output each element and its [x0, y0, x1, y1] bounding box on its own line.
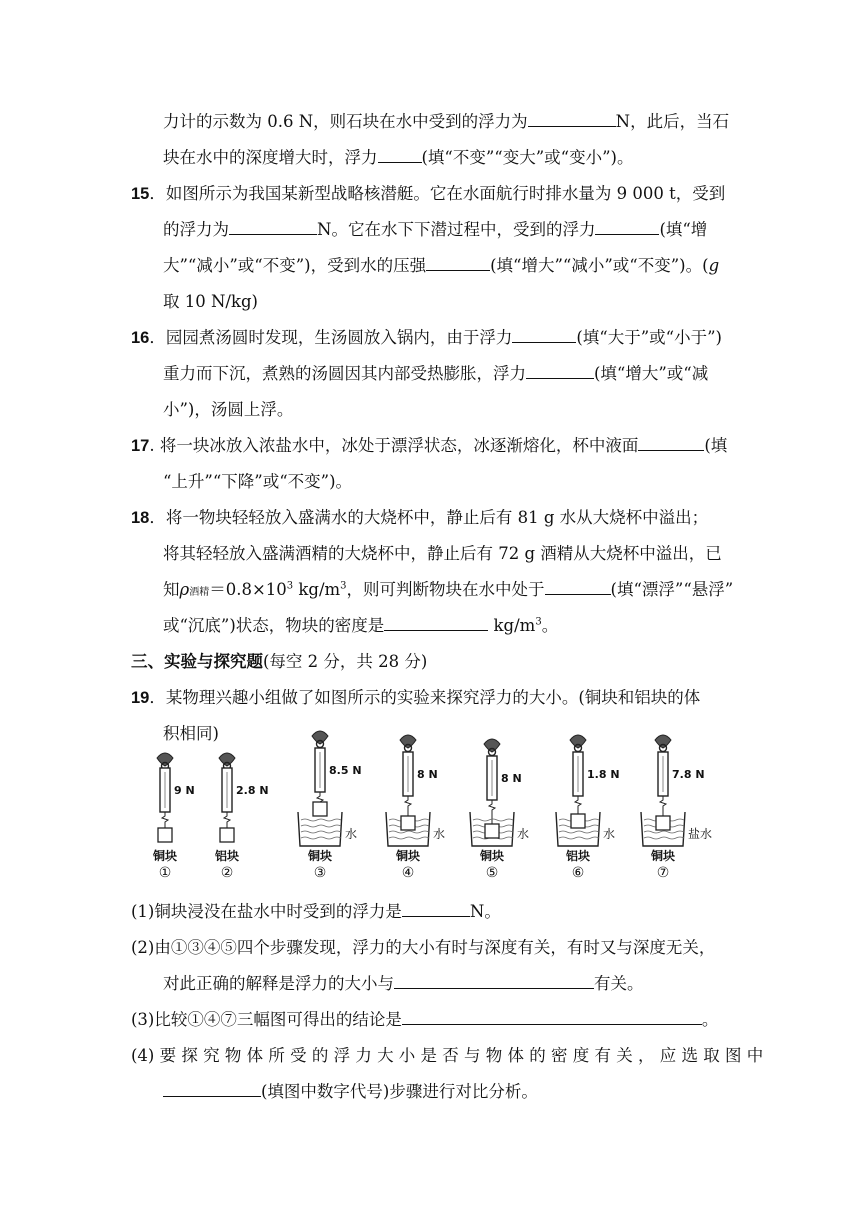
metal-block [571, 814, 585, 828]
q18-line1 [131, 506, 708, 530]
q18-line2 [163, 542, 722, 566]
q15-text: N。它在水下下潜过程中，受到的浮力 [317, 220, 596, 239]
q19-sub4-line2 [163, 1080, 538, 1104]
metal-block [485, 824, 499, 838]
block-label: 铝块 [214, 849, 240, 863]
q15-line1 [131, 182, 725, 206]
q16-blank-2[interactable] [526, 362, 594, 379]
q18-text: kg/m [293, 580, 341, 599]
q19-blank-1[interactable] [402, 900, 470, 917]
scale-reading: 2.8 N [236, 784, 269, 797]
step-number: ③ [313, 865, 327, 880]
question-number: 18 [131, 509, 150, 527]
q14-text: N，此后，当石 [615, 112, 730, 131]
q18-text: ，则可判断物块在水中处于 [346, 580, 545, 599]
q16-text: 重力而下沉，煮熟的汤圆因其内部受热膨胀，浮力 [163, 364, 526, 383]
q18-blank-1[interactable] [545, 578, 611, 595]
q18-text: kg/m [488, 616, 536, 635]
q15-blank-3[interactable] [426, 254, 490, 271]
q14-blank-1[interactable] [528, 110, 616, 127]
q14-line2 [163, 146, 634, 170]
hand-icon [484, 739, 500, 752]
q19-blank-3[interactable] [402, 1008, 702, 1025]
hand-icon [400, 735, 416, 748]
q16-text: (填“增大”或“减 [594, 364, 709, 383]
metal-block [401, 816, 415, 830]
liquid-wave [301, 825, 341, 827]
section-title: 三、实验与探究题 [131, 652, 263, 671]
q19-text: 。 [701, 1010, 719, 1029]
hook-icon [660, 796, 666, 816]
scale-reading: 1.8 N [587, 768, 620, 781]
q19-text: (4) 要 探 究 物 体 所 受 的 浮 力 大 小 是 否 与 物 体 的 密 度 有 关 ， 应 选 取 图 中 [131, 1046, 764, 1065]
scale-reading: 7.8 N [672, 768, 705, 781]
hook-icon [575, 796, 581, 814]
q19-text: (填图中数字代号)步骤进行对比分析。 [261, 1082, 538, 1101]
q15-text: (填“增大”“减小”或“不变”)。( [490, 256, 709, 275]
rho-symbol: ρ [179, 580, 190, 599]
q15-text: 的浮力为 [163, 220, 229, 239]
scale-reading: 9 N [174, 784, 195, 797]
q17-blank-1[interactable] [638, 434, 704, 451]
superscript: 3 [340, 580, 347, 592]
q16-text: ．园园煮汤圆时发现，生汤圆放入锅内，由于浮力 [149, 328, 513, 347]
rho-subscript: 酒精 [189, 587, 210, 598]
q18-text: 。 [541, 616, 559, 635]
question-number: 16 [131, 329, 150, 347]
block-label: 铝块 [565, 849, 591, 863]
q19-sub2-line2 [163, 972, 644, 996]
q18-blank-2[interactable] [384, 614, 488, 631]
liquid-label: 水 [603, 827, 616, 841]
hook-icon [224, 812, 230, 828]
q17-text: . 将一块冰放入浓盐水中，冰处于漂浮状态，冰逐渐熔化，杯中液面 [149, 436, 639, 455]
step-number: ④ [401, 865, 415, 880]
g-symbol: g [708, 256, 720, 275]
q19-text: N。 [469, 902, 501, 921]
q14-text: 力计的示数为 0.6 N，则石块在水中受到的浮力为 [163, 112, 528, 131]
liquid-label: 水 [517, 827, 530, 841]
liquid-label: 盐水 [688, 827, 713, 841]
q19-line1 [131, 686, 700, 710]
liquid-wave [473, 819, 513, 821]
q19-text: (3)比较①④⑦三幅图可得出的结论是 [131, 1010, 402, 1029]
question-number: 17 [131, 437, 150, 455]
block-label: 铜块 [395, 849, 421, 863]
q15-line2 [163, 218, 707, 242]
q14-text: (填“不变”“变大”或“变小”)。 [421, 148, 634, 167]
liquid-label: 水 [345, 827, 358, 841]
step-number: ① [158, 865, 172, 880]
q15-blank-2[interactable] [595, 218, 659, 235]
q15-text: 取 10 N/kg) [163, 292, 258, 311]
q19-sub4-line1 [131, 1044, 763, 1068]
step-number: ⑥ [571, 865, 585, 880]
q14-text: 块在水中的深度增大时，浮力 [163, 148, 378, 167]
q15-blank-1[interactable] [229, 218, 317, 235]
q15-line4 [163, 290, 258, 314]
q17-line1 [131, 434, 727, 458]
metal-block [158, 828, 172, 842]
liquid-wave [559, 831, 599, 833]
hook-icon [317, 792, 323, 802]
q18-text: 知 [163, 580, 180, 599]
metal-block [313, 802, 327, 816]
block-label: 铜块 [152, 849, 178, 863]
scale-reading: 8 N [501, 772, 522, 785]
step-number: ⑦ [656, 865, 670, 880]
q16-line3 [163, 398, 293, 422]
block-label: 铜块 [307, 849, 333, 863]
q16-line2 [163, 362, 708, 386]
q19-text: 有关。 [594, 974, 644, 993]
step-number: ② [220, 865, 234, 880]
q19-text: (1)铜块浸没在盐水中时受到的浮力是 [131, 902, 402, 921]
spring-scale-experiment-figure [120, 730, 740, 880]
liquid-wave [389, 831, 429, 833]
hook-icon [489, 800, 495, 824]
metal-block [656, 816, 670, 830]
q19-sub3 [131, 1008, 718, 1032]
q19-blank-2[interactable] [394, 972, 594, 989]
q19-text: 对此正确的解释是浮力的大小与 [163, 974, 394, 993]
hand-icon [312, 731, 328, 744]
q17-line2 [163, 470, 352, 494]
scale-reading: 8.5 N [329, 764, 362, 777]
q18-line3 [163, 578, 733, 605]
scale-reading: 8 N [417, 768, 438, 781]
q15-line3 [163, 254, 719, 278]
q16-text: 小”)，汤圆上浮。 [163, 400, 294, 419]
block-label: 铜块 [650, 849, 676, 863]
hook-icon [405, 796, 411, 816]
q16-blank-1[interactable] [512, 326, 576, 343]
superscript: 3 [286, 580, 294, 592]
q15-text: (填“增 [659, 220, 708, 239]
q18-text: ＝0.8×10 [209, 580, 287, 599]
q16-line1 [131, 326, 722, 350]
q19-sub1 [131, 900, 501, 924]
liquid-wave [301, 819, 341, 821]
q19-text: ．某物理兴趣小组做了如图所示的实验来探究浮力的大小。(铜块和铝块的体 [149, 688, 701, 707]
hand-icon [655, 735, 671, 748]
q17-text: “上升”“下降”或“不变”)。 [163, 472, 353, 491]
liquid-wave [644, 837, 684, 839]
q18-text: (填“漂浮”“悬浮” [610, 580, 734, 599]
hand-icon [219, 753, 235, 766]
q18-line4 [163, 614, 558, 638]
q14-blank-2[interactable] [378, 146, 422, 163]
hook-icon [162, 812, 168, 828]
block-label: 铜块 [479, 849, 505, 863]
liquid-wave [301, 831, 341, 833]
question-number: 15 [131, 185, 150, 203]
superscript: 3 [535, 616, 542, 628]
beaker [298, 812, 342, 846]
q18-text: ．将一物块轻轻放入盛满水的大烧杯中，静止后有 81 g 水从大烧杯中溢出； [149, 508, 709, 527]
q18-text: 将其轻轻放入盛满酒精的大烧杯中，静止后有 72 g 酒精从大烧杯中溢出，已 [163, 544, 722, 563]
q19-sub2-line1 [131, 936, 715, 960]
q18-text: 或“沉底”)状态，物块的密度是 [163, 616, 385, 635]
section-heading [131, 650, 427, 674]
q19-blank-4[interactable] [163, 1080, 261, 1097]
liquid-wave [389, 837, 429, 839]
q16-text: (填“大于”或“小于”) [576, 328, 722, 347]
metal-block [220, 828, 234, 842]
hand-icon [570, 735, 586, 748]
q19-text: (2)由①③④⑤四个步骤发现，浮力的大小有时与深度有关，有时又与深度无关， [131, 938, 716, 957]
liquid-label: 水 [433, 827, 446, 841]
q17-text: (填 [704, 436, 728, 455]
hand-icon [157, 753, 173, 766]
q19-text: 积相同) [163, 724, 219, 743]
q15-text: 大”“减小”或“不变”)，受到水的压强 [163, 256, 427, 275]
liquid-wave [559, 837, 599, 839]
step-number: ⑤ [485, 865, 499, 880]
q14-line1 [163, 110, 729, 134]
q15-text: ．如图所示为我国某新型战略核潜艇。它在水面航行时排水量为 9 000 t，受到 [149, 184, 726, 203]
question-number: 19 [131, 689, 150, 707]
section-note: (每空 2 分，共 28 分) [263, 652, 428, 671]
liquid-wave [644, 831, 684, 833]
liquid-wave [301, 837, 341, 839]
